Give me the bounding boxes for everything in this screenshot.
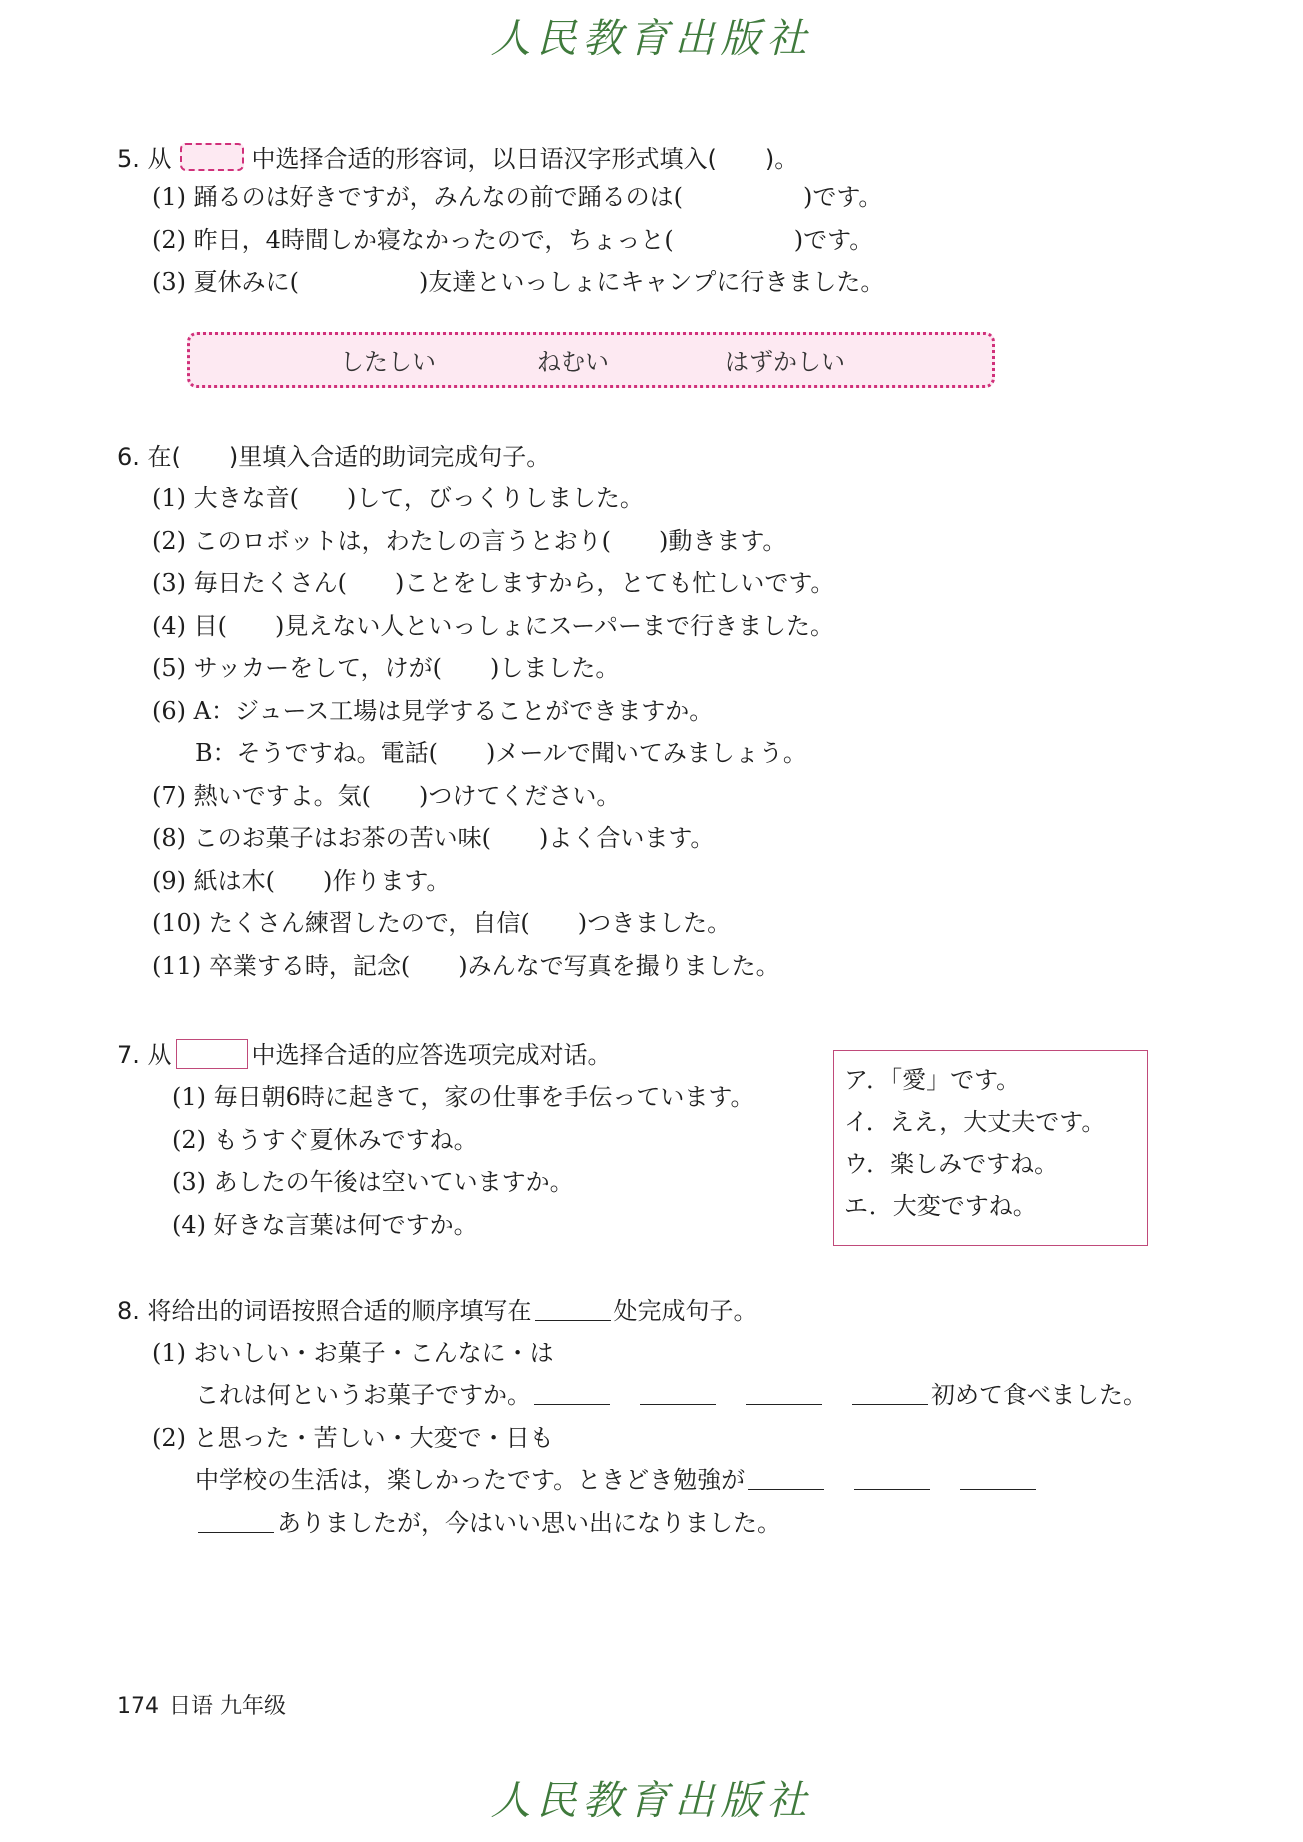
q6-item-6b: B：そうですね。電話( )メールで聞いてみましょう。 bbox=[195, 739, 807, 767]
q8-item-1-end: 初めて食べました。 bbox=[931, 1381, 1147, 1409]
q8-item-1-words: (1) おいしい・お菓子・こんなに・は bbox=[152, 1339, 554, 1367]
q7-option-a: ア．「愛」です。 bbox=[844, 1066, 1021, 1094]
q6-item-9: (9) 紙は木( )作ります。 bbox=[152, 867, 451, 895]
q6-item-10: (10) たくさん練習したので，自信( )つきました。 bbox=[152, 909, 732, 937]
q8-tail: 处完成句子。 bbox=[613, 1297, 758, 1325]
q8-item-1-sentence bbox=[195, 1378, 1147, 1412]
q8-item-2-blank-2 bbox=[854, 1465, 930, 1490]
q7-item-4: (4) 好きな言葉は何ですか。 bbox=[172, 1211, 478, 1239]
footer-publisher-logo: 人民教育出版社 bbox=[490, 1778, 813, 1824]
q6-item-7: (7) 熱いですよ。気( )つけてください。 bbox=[152, 782, 621, 810]
q8-heading bbox=[117, 1294, 758, 1328]
q6-item-6a: (6) A：ジュース工場は見学することができますか。 bbox=[152, 697, 714, 725]
q7-option-e: エ．大変ですね。 bbox=[844, 1192, 1037, 1220]
q8-item-2-blank-4 bbox=[198, 1508, 274, 1533]
q7-item-2: (2) もうすぐ夏休みですね。 bbox=[172, 1126, 478, 1154]
q8-lead: 8. 将给出的词语按照合适的顺序填写在 bbox=[117, 1297, 532, 1325]
q7-item-1: (1) 毎日朝6時に起きて，家の仕事を手伝っています。 bbox=[172, 1083, 755, 1111]
q7-options-box bbox=[833, 1050, 1148, 1246]
q8-item-1-start: これは何というお菓子ですか。 bbox=[195, 1381, 531, 1409]
q5-item-1: (1) 踊るのは好きですが，みんなの前で踊るのは( )です。 bbox=[152, 183, 883, 211]
q7-option-i: イ．ええ，大丈夫です。 bbox=[844, 1108, 1106, 1136]
q6-item-1: (1) 大きな音( )して，びっくりしました。 bbox=[152, 484, 644, 512]
page-number: 174 bbox=[117, 1694, 159, 1719]
q6-item-3: (3) 毎日たくさん( )ことをしますから，とても忙しいです。 bbox=[152, 569, 835, 597]
q8-item-1-blank-3 bbox=[746, 1380, 822, 1405]
q7-inline-option-box-icon bbox=[176, 1039, 248, 1069]
q8-item-1-blank-1 bbox=[534, 1380, 610, 1405]
q7-option-u: ウ．楽しみですね。 bbox=[844, 1150, 1059, 1178]
page-footer bbox=[117, 1692, 286, 1722]
book-title: 日语 九年级 bbox=[169, 1694, 286, 1719]
q8-item-2-sentence-b bbox=[195, 1506, 781, 1540]
q6-heading: 6. 在( )里填入合适的助词完成句子。 bbox=[117, 443, 551, 471]
q5-word-1: したしい bbox=[340, 348, 436, 376]
q8-item-2-sentence-a bbox=[195, 1463, 1039, 1497]
q8-item-2-start: 中学校の生活は，楽しかったです。ときどき勉強が bbox=[195, 1466, 746, 1494]
q6-item-5: (5) サッカーをして，けが( )しました。 bbox=[152, 654, 620, 682]
q5-item-3: (3) 夏休みに( )友達といっしょにキャンプに行きました。 bbox=[152, 268, 885, 296]
q8-item-1-blank-2 bbox=[640, 1380, 716, 1405]
q8-inline-blank bbox=[535, 1296, 611, 1321]
q5-tail: 中选择合适的形容词，以日语汉字形式填入( )。 bbox=[251, 145, 799, 173]
q5-lead: 5. 从 bbox=[117, 145, 172, 173]
q8-item-2-end: ありましたが，今はいい思い出になりました。 bbox=[277, 1509, 781, 1537]
q6-item-4: (4) 目( )見えない人といっしょにスーパーまで行きました。 bbox=[152, 612, 834, 640]
q7-tail: 中选择合适的应答选项完成对话。 bbox=[251, 1041, 612, 1069]
q5-heading bbox=[117, 142, 798, 176]
q5-word-3: はずかしい bbox=[725, 348, 845, 376]
q7-heading bbox=[117, 1038, 612, 1072]
q5-word-2: ねむい bbox=[537, 348, 609, 376]
q8-item-1-blank-4 bbox=[852, 1380, 928, 1405]
q7-item-3: (3) あしたの午後は空いていますか。 bbox=[172, 1168, 574, 1196]
q5-word-bank bbox=[187, 332, 995, 388]
q8-item-2-blank-1 bbox=[748, 1465, 824, 1490]
q6-item-8: (8) このお菓子はお茶の苦い味( )よく合います。 bbox=[152, 824, 715, 852]
q8-item-2-words: (2) と思った・苦しい・大変で・日も bbox=[152, 1424, 554, 1452]
q8-item-2-blank-3 bbox=[960, 1465, 1036, 1490]
q5-item-2: (2) 昨日，4時間しか寝なかったので，ちょっと( )です。 bbox=[152, 226, 874, 254]
header-publisher-logo: 人民教育出版社 bbox=[490, 16, 813, 62]
q5-inline-word-box-icon bbox=[180, 143, 244, 171]
q6-item-2: (2) このロボットは，わたしの言うとおり( )動きます。 bbox=[152, 527, 787, 555]
q6-item-11: (11) 卒業する時，記念( )みんなで写真を撮りました。 bbox=[152, 952, 780, 980]
q7-lead: 7. 从 bbox=[117, 1041, 172, 1069]
